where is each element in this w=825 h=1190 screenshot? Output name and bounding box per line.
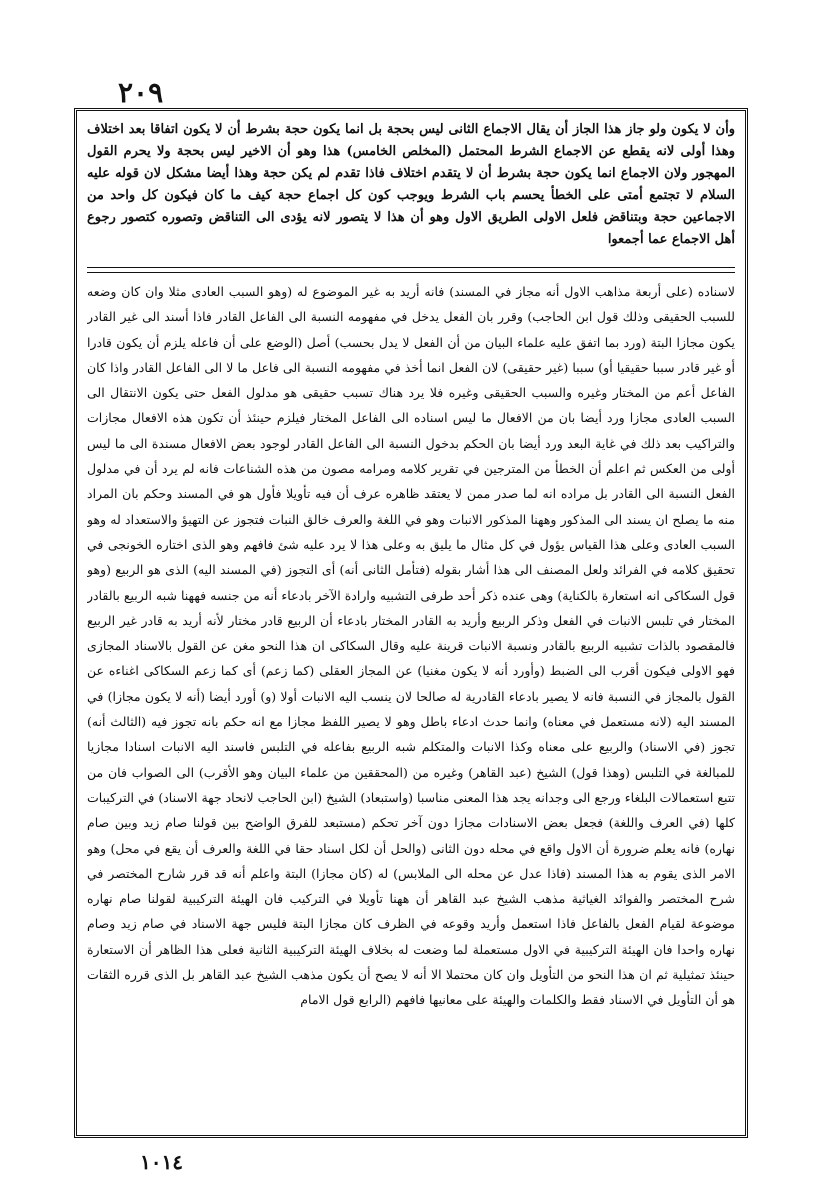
page-number: ٢٠٩ (118, 76, 164, 109)
footer-number: ١٠١٤ (140, 1150, 183, 1174)
main-body-text: لاسناده (على أربعة مذاهب الاول أنه مجاز في المسند) فانه أريد به غير الموضوع له (وهو السبب العادى مثلا وان كان وضعه للسبب الحقيقى وذلك قول ابن الحاجب) وقرر بان الفعل يدخل في مفهومه النسبة الى الفاعل القادر فاذا أسند الى غير القادر يكون مجازا البتة (ورد بما اتفق عليه علماء البيان من أن الفعل لا يدل بحسب) أصل (الوضع على أن فاعله يلزم أن يكون قادرا أو غير قادر سببا حقيقيا أو) سببا (غير حقيقى) لان الفعل انما أخذ في مفهومه النسبة الى فاعل ما لا الى الفاعل القادر واذا كان الفاعل أعم من المختار وغيره والسبب الحقيقى وغيره فلا يرد هناك تسبب حقيقى هو مدلول الفعل حتى يكون الانتقال الى السبب العادى مجازا ورد أيضا بان من الافعال ما ليس اسناده الى الفاعل المختار فيلزم حينئذ أن تكون هذه الافعال مجازات والتراكيب بعد ذلك في غاية البعد ورد أيضا بان الحكم بدخول النسبة الى الفاعل القادر لوجود بعض الافعال مسندة الى ما ليس أولى من العكس ثم اعلم أن الخطأ من المترجين في تقرير كلامه ومرامه مصون من هذه الشناعات فانه لم يرد أن في مدلول الفعل النسبة الى القادر بل مراده انه لما صدر ممن لا يعتقد ظاهره عرف أن فيه تأويلا فأول هو في المسند وحكم بان المراد منه ما يصلح ان يسند الى المذكور وههنا المذكور الانبات وهو في اللغة والعرف خالق النبات فتجوز عن التهيؤ والاستعداد له وهو السبب العادى وعلى هذا القياس يؤول في كل مثال ما يليق به وعلى هذا لا يرد عليه شئ فافهم وهو الذى اختاره الخونجى في تحقيق كلامه في الفرائد ولعل المصنف الى هذا أشار بقوله (فتأمل الثانى أنه) أى التجوز (في المسند اليه) الذى هو الربيع (وهو قول السكاكى انه استعارة بالكناية) وهى عنده ذكر أحد طرفى التشبيه وارادة الآخر بادعاء أنه من جنسه فههنا شبه الربيع بالقادر المختار في تلبس الانبات في الفعل وذكر الربيع وأريد به القادر المختار بادعاء أن الربيع قادر مختار لأنه أريد به قادر غير الربيع فالمقصود بالذات تشبيه الربيع بالقادر ونسبة الانبات قرينة عليه وقال السكاكى ان هذا النحو مغن عن القول بالاسناد المجازى فهو الاولى فيكون أقرب الى الضبط (وأورد أنه لا يكون مغنيا) عن المجاز العقلى (كما زعم) أى كما زعم السكاكى اغناءه عن القول بالمجاز في النسبة فانه لا يصير بادعاء القادرية له صالحا لان ينسب اليه الانبات أولا (و) أورد أيضا (أنه لا يكون مجازا) في المسند اليه (لانه مستعمل في معناه) وانما حدث ادعاء باطل وهو لا يصير اللفظ مجازا مع انه حكم بانه تجوز فيه (الثالث أنه) تجوز (في الاسناد) والربيع على معناه وكذا الانبات والمتكلم شبه الربيع بفاعله في التلبس فاسند اليه الانبات اسنادا مجازيا للمبالغة في التلبس (وهذا قول) الشيخ (عبد القاهر) وغيره من (المحققين من علماء البيان وهو الأقرب) الى الصواب فان من تتبع استعمالات البلغاء ورجع الى وجدانه يجد هذا المعنى مناسبا (واستبعاد) الشيخ (ابن الحاجب لانحاد جهة الاسناد) في التركيبات كلها (في العرف واللغة) فجعل بعض الاسنادات مجازا دون آخر تحكم (مستبعد للفرق الواضح بين قولنا صام زيد وبين صام نهاره) فانه يعلم ضرورة أن الاول واقع في محله دون الثانى (والحل أن لكل اسناد حقا في اللغة والعرف أن يقع في محل) وهو الامر الذى يقوم به هذا المسند (فاذا عدل عن محله الى الملابس) له (كان مجازا) البتة واعلم أنه قد قرر شارح المختصر في شرح المختصر والفوائد الغياثية مذهب الشيخ عبد القاهر أن ههنا تأويلا في التركيب فان الهيئة التركيبية لقولنا صام نهاره موضوعة لقيام الفعل بالفاعل فاذا استعمل وأريد وقوعه في الظرف كان مجازا البتة فليس جهة الاسناد في صام زيد وصام نهاره واحدا فان الهيئة التركيبية في الاول مستعملة لما وضعت له بخلاف الهيئة التركيبية الثانية فعلى هذا الظاهر أن الاستعارة حينئذ تمثيلية ثم ان هذا النحو من التأويل وان كان محتملا الا أنه لا يصح أن يكون مذهب الشيخ عبد القاهر بل الذى قرره الثقات هو أن التأويل في الاسناد فقط والكلمات والهيئة على معانيها فافهم (الرابع قول الامام (87, 284, 735, 1008)
page-content (87, 119, 735, 1127)
upper-commentary-text: وأن لا يكون ولو جاز هذا الجاز أن يقال الاجماع الثانى ليس بحجة بل انما يكون حجة بشرط أن لا يكون اتفاقا بعد اختلاف وهذا أولى لانه يقطع عن الاجماع الشرط المحتمل (المخلص الخامس) هذا وهو أن الاخير ليس بحجة ولا يحرم القول المهجور ولان الاجماع انما يكون حجة بشرط أن لا يتقدم اختلاف فاذا تقدم لم يكن حجة وهذا أيضا مشكل لان قوله عليه السلام لا تجتمع أمتى على الخطأ يحسم باب الشرط ويوجب كون كل اجماع حجة كيف ما كان فيكون كل واحد من الاجماعين حجة وبتناقض فلعل الاولى الطريق الاول وهو أن هذا لا يتصور لانه يؤدى الى التناقض وتصوره كتصور رجوع أهل الاجماع عما أجمعوا (87, 122, 735, 247)
page-frame (74, 108, 748, 1138)
section-divider (87, 267, 735, 273)
